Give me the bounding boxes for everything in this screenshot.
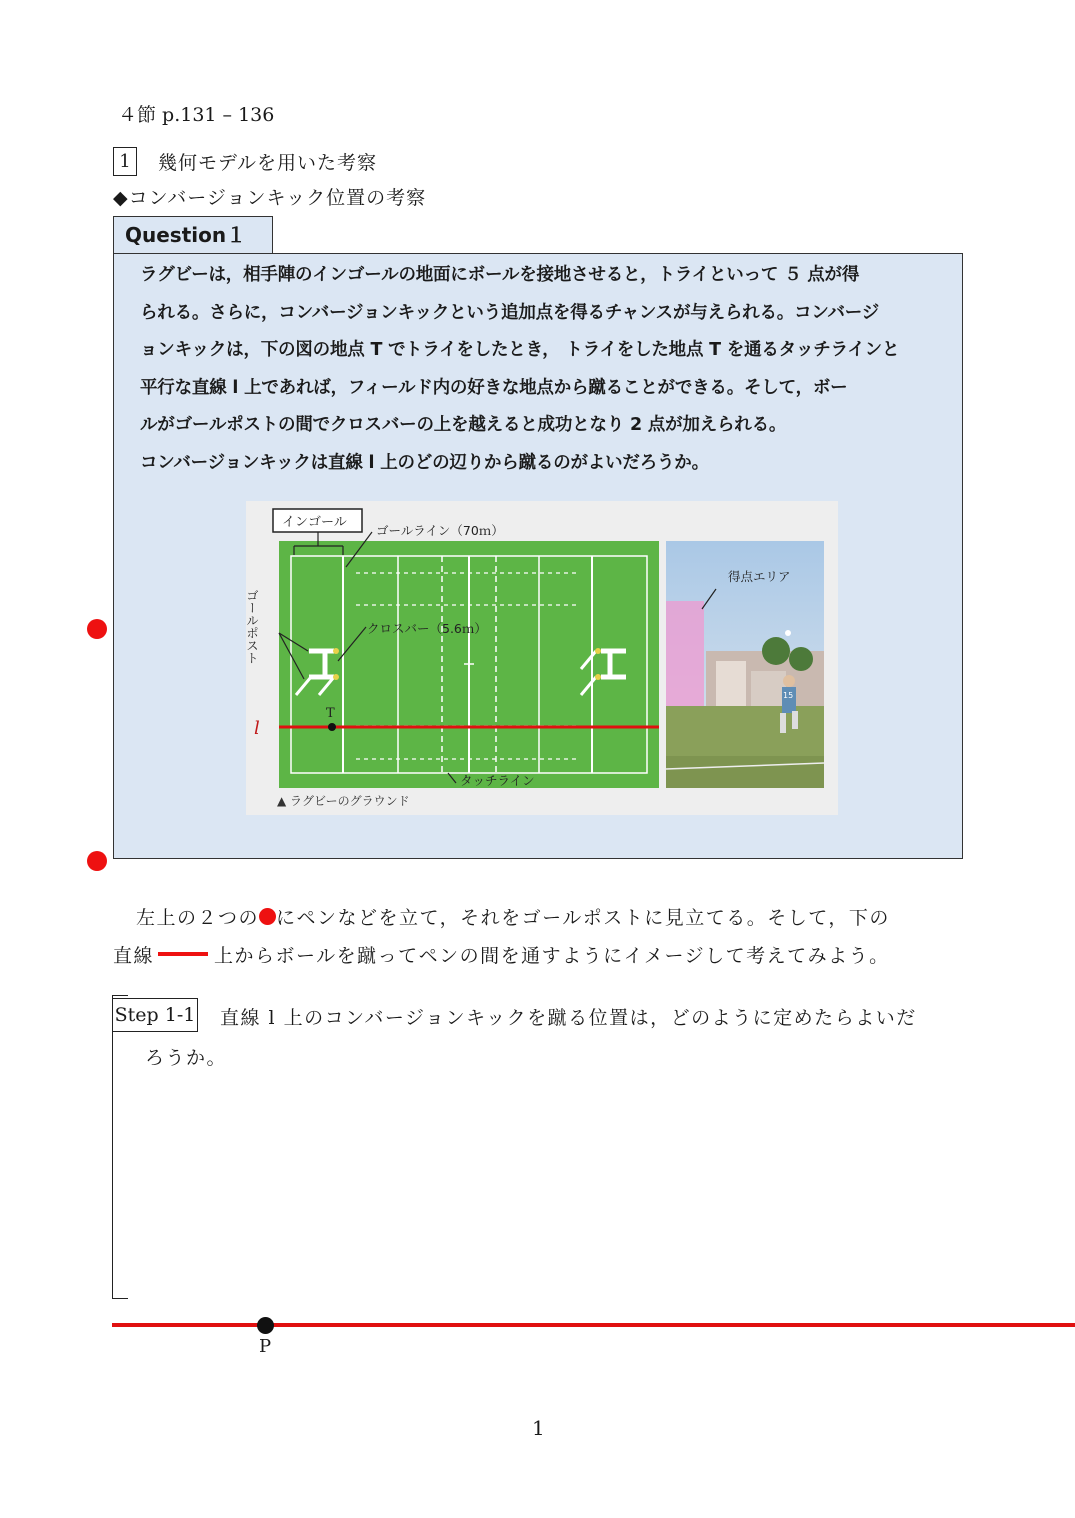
answer-space-bracket (112, 995, 128, 1299)
step-question-line-1: 直線 l 上のコンバージョンキックを蹴る位置は，どのように定めたらよいだ (220, 1007, 917, 1029)
question-line: 平行な直線 l 上であれば，フィールド内の好きな地点から蹴ることができる。そして，ボー (140, 377, 848, 398)
sub-title: ◆コンバージョンキック位置の考察 (113, 187, 427, 209)
figure-caption: ▲ ラグビーのグラウンド (277, 794, 410, 808)
touchline-label: タッチライン (460, 773, 535, 788)
red-line-icon (158, 952, 208, 956)
section-reference: ４節 p.131 – 136 (118, 104, 275, 126)
topic-number-box: 1 (113, 147, 137, 176)
explanation-line-2 (113, 941, 890, 968)
goal-post-marker-bottom (87, 851, 107, 871)
question-line: ラグビーは，相手陣のインゴールの地面にボールを接地させると，トライといって ５ 点が得 (140, 265, 860, 285)
ingoal-label: インゴール (282, 515, 347, 530)
step-label: Step 1-1 (112, 998, 198, 1032)
step-question-line-2: ろうか。 (145, 1047, 228, 1069)
jersey-number: 15 (783, 691, 794, 700)
goalline-label: ゴールライン（70ｍ） (376, 523, 504, 538)
point-p (257, 1317, 274, 1334)
explanation-text: にペンなどを立て，それをゴールポストに見立てる。そして，下の (276, 907, 890, 929)
question-line: ルがゴールポストの間でクロスバーの上を越えると成功となり 2 点が加えられる。 (140, 415, 787, 436)
explanation-text: 上からボールを蹴ってペンの間を通すようにイメージして考えてみよう。 (214, 945, 890, 967)
red-dot-icon (259, 908, 276, 925)
question-line: コンバージョンキックは直線 l 上のどの辺りから蹴るのがよいだろうか。 (140, 452, 709, 473)
photo-label: 得点エリア (728, 569, 791, 584)
rugby-field-diagram (246, 501, 838, 815)
goalpost-label: ゴールポスト (246, 589, 260, 664)
line-l-label: l (254, 718, 260, 739)
question-line: ョンキックは，下の図の地点 T でトライをしたとき， トライをした地点 T を通るタッチラインと (140, 340, 900, 361)
point-p-label: P (259, 1336, 272, 1357)
point-t (328, 723, 336, 731)
explanation-text: 左上の２つの (136, 907, 260, 929)
crossbar-label: クロスバー（5.6ｍ） (367, 621, 487, 636)
goal-post-marker-top (87, 619, 107, 639)
point-t-label: T (326, 706, 335, 721)
rugby-photo (666, 541, 824, 788)
question-text (140, 257, 946, 483)
explanation-text: 直線 (113, 945, 155, 967)
rugby-ground-figure (246, 501, 838, 815)
topic-title: 幾何モデルを用いた考察 (158, 152, 378, 174)
page-number: 1 (532, 1416, 545, 1440)
explanation-line-1 (136, 903, 890, 930)
question-line: られる。さらに，コンバージョンキックという追加点を得るチャンスが与えられる。コンバージ (140, 302, 879, 323)
question-tab: Question１ (113, 216, 273, 253)
